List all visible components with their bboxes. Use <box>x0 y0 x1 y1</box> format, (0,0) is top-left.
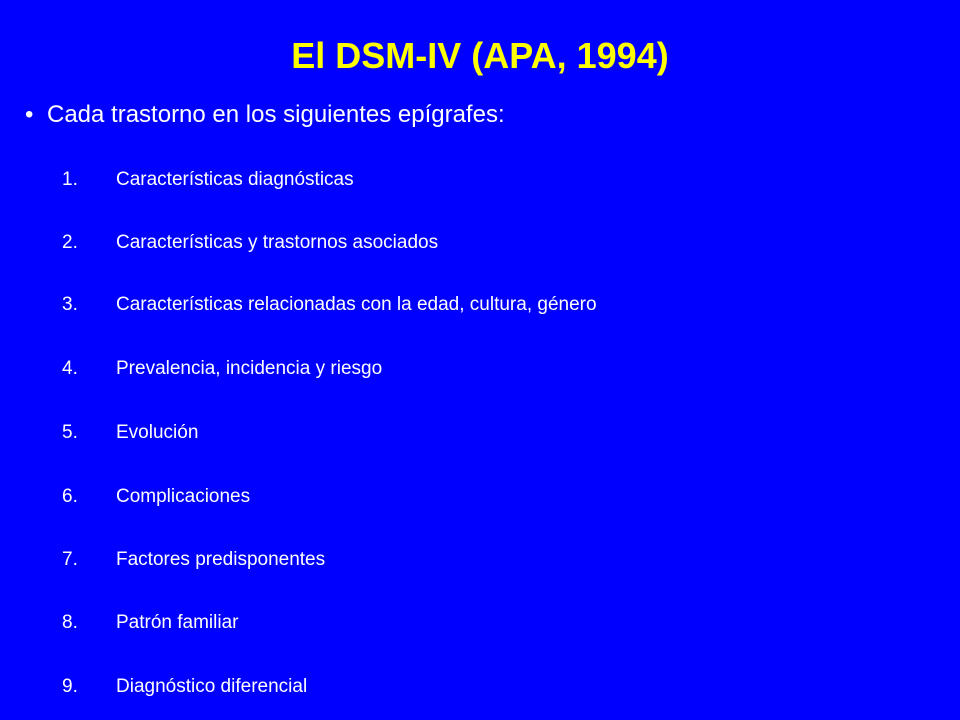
list-item-number: 2. <box>62 232 78 253</box>
list-item-number: 5. <box>62 422 78 443</box>
intro-bullet <box>25 98 505 132</box>
list-item-text: Complicaciones <box>116 486 251 507</box>
list-item-text: Características y trastornos asociados <box>116 232 439 253</box>
bullet-icon: • <box>25 101 34 128</box>
list-item-number: 9. <box>62 676 78 697</box>
list-item-text: Prevalencia, incidencia y riesgo <box>116 358 383 379</box>
list-item-text: Evolución <box>116 422 199 443</box>
list-item-text: Características diagnósticas <box>116 169 354 190</box>
list-item-text: Características relacionadas con la edad, cultura, género <box>116 294 597 315</box>
list-item-number: 6. <box>62 486 78 507</box>
list-item-number: 3. <box>62 294 78 315</box>
list-item-number: 7. <box>62 549 78 570</box>
list-item-text: Patrón familiar <box>116 612 239 633</box>
list-item-number: 8. <box>62 612 78 633</box>
slide-title: El DSM-IV (APA, 1994) <box>291 35 669 76</box>
list-item-text: Diagnóstico diferencial <box>116 676 308 697</box>
list-item-number: 1. <box>62 169 78 190</box>
list-item-number: 4. <box>62 358 78 379</box>
list-item-text: Factores predisponentes <box>116 549 326 570</box>
intro-text: Cada trastorno en los siguientes epígrafes: <box>47 101 505 128</box>
